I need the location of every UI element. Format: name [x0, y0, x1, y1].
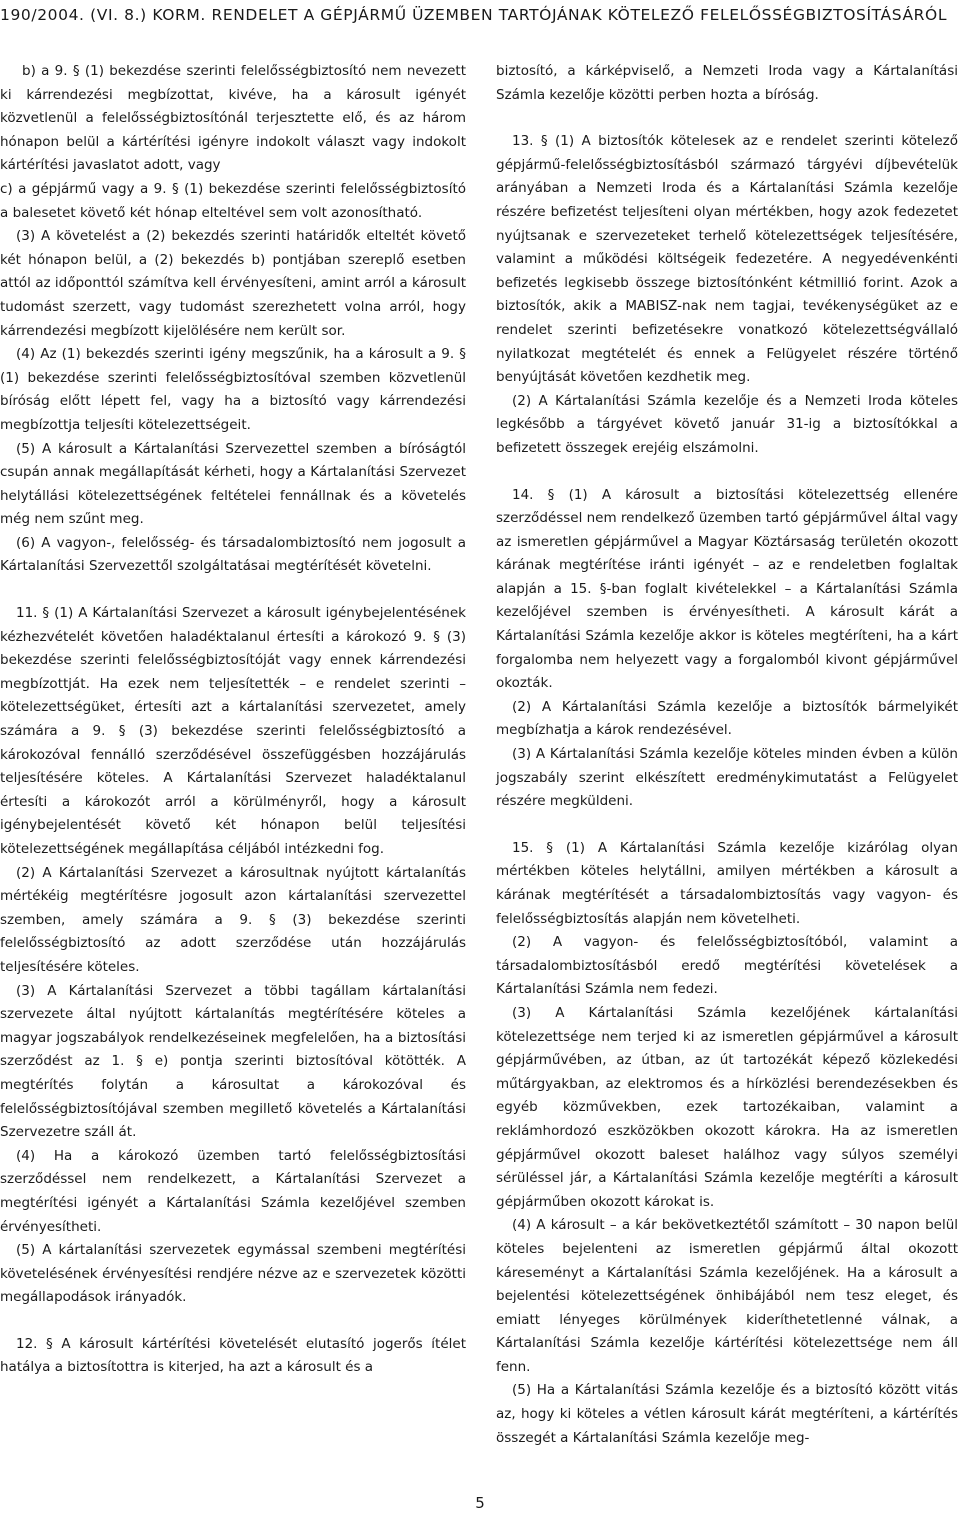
section-11-1: 11. § (1) A Kártalanítási Szervezet a károsult igénybejelentésének kézhezvételét követően haladéktalanul értesíti a károkozó 9. § (3) bekezdése szerinti felelősségbiztosítóját vagy ennek kárrendezési megbízottját. Ha ezek nem teljesítették – e rendelet szerinti – kötelezettségüket, értesíti azt a kártalanítási szervezetet, amely számára a 9. § (3) bekezdése szerinti felelősségbiztosító a károkozóval fennálló szerződésével összefüggésben hozzájárulás teljesítésére köteles. A Kártalanítási Szervezet haladéktalanul értesíti a károkozót arról a körülményről, hogy a károsult igénybejelentését követő két hónapon belül teljesítési kötelezettségének megállapítása céljából intézkedni fog. — [0, 605, 466, 857]
paragraph-10-4: (4) Az (1) bekezdés szerinti igény megszűnik, ha a károsult a 9. § (1) bekezdése szerinti felelősségbiztosítóval szemben közvetlenül bíróság előtt lépett fel, vagy ha a biztosító vagy kárrendezési megbízottja teljesíti kötelezettségeit. — [0, 346, 466, 433]
right-column — [496, 60, 958, 1450]
section-15-1: 15. § (1) A Kártalanítási Számla kezelője kizárólag olyan mértékben köteles helytállni, amilyen mértékben a károsult a kárának megtérítését a társadalombiztosítás vagy vagyon- és felelősségbiztosítás alapján nem követelheti. — [496, 839, 958, 927]
paragraph-10-6: (6) A vagyon-, felelősség- és társadalombiztosító nem jogosult a Kártalanítási Szervezettől szolgáltatásai megtérítését követelni. — [0, 534, 466, 575]
paragraph-10-5: (5) A károsult a Kártalanítási Szervezettel szemben a bíróságtól csupán annak megállapítását kérheti, hogy a Kártalanítási Szervezet helytállási kötelezettségének feltételei fennállnak és a követelés még nem szűnt meg. — [0, 440, 466, 528]
running-header: 190/2004. (VI. 8.) KORM. RENDELET A GÉPJÁRMŰ ÜZEMBEN TARTÓJÁNAK KÖTELEZŐ FELELŐSSÉGBIZTOSÍTÁSÁRÓL — [0, 6, 948, 24]
section-13-2: (2) A Kártalanítási Számla kezelője és a Nemzeti Iroda köteles legkésőbb a tárgyévet követő január 31-ig a biztosítókkal a befizetett összegek erejéig elszámolni. — [496, 392, 958, 456]
section-11-3: (3) A Kártalanítási Szervezet a többi tagállam kártalanítási szervezete által nyújtott kártalanítás megtérítésére köteles a magyar jogszabályok rendelkezéseinek megfelelően, ha a biztosítási szerződést az 1. § e) pontja szerinti biztosítóval kötötték. A megtérítés folytán a károsultat a károkozóval és felelősségbiztosítójával szemben megillető követelés a Kártalanítási Szervezetre száll át. — [0, 982, 466, 1141]
section-15-3: (3) A Kártalanítási Számla kezelőjének kártalanítási kötelezettsége nem terjed ki az ismeretlen gépjárművel a károsult gépjárművében, az útban, az út tartozékát képező közlekedési műtárgyakban, az elektromos és a hírközlési berendezésekben és egyéb közművekben, ezek tartozékaiban, valamint a reklámhordozó eszközökben okozott károkra. Ha az ismeretlen gépjárművel okozott baleset halálhoz vagy súlyos személyi sérüléssel jár, a Kártalanítási Számla kezelője megtéríti a károsult gépjárműben okozott károkat is. — [496, 1004, 958, 1210]
paragraph-c: c) a gépjármű vagy a 9. § (1) bekezdése szerinti felelősségbiztosító a balesetet követő két hónap elteltével sem volt azonosítható. — [0, 180, 466, 221]
section-11-4: (4) Ha a károkozó üzemben tartó felelősségbiztosítási szerződéssel nem rendelkezett, a Kártalanítási Szervezet a megtérítési igényét a Kártalanítási Számla kezelőjével szemben érvényesítheti. — [0, 1147, 466, 1235]
section-11-5: (5) A kártalanítási szervezetek egymással szembeni megtérítési követelésének érvényesítési rendjére nézve az e szervezetek közötti megállapodások irányadók. — [0, 1242, 466, 1306]
section-12: 12. § A károsult kártérítési követelését elutasító jogerős ítélet hatálya a biztosítottra is kiterjed, ha azt a károsult és a — [0, 1335, 466, 1376]
section-11-2: (2) A Kártalanítási Szervezet a károsultnak nyújtott kártalanítás mértékéig megtérítésre jogosult azon kártalanítási szervezettel szemben, amely számára a 9. § (3) bekezdése szerinti felelősségbiztosító az adott szerződése után hozzájárulás teljesítésére köteles. — [0, 864, 466, 975]
section-14-2: (2) A Kártalanítási Számla kezelője a biztosítók bármelyikét megbízhatja a károk rendezésével. — [496, 698, 958, 739]
section-14-1: 14. § (1) A károsult a biztosítási kötelezettség ellenére szerződéssel nem rendelkező üzemben tartó gépjárművel által vagy az ismeretlen gépjárművel a Magyar Köztársaság területén okozott kárának megtérítése iránti igényét – az e rendeletben foglaltak alapján a 15. §-ban foglalt kivételekkel – a Kártalanítási Számla kezelőjével szemben is érvényesítheti. A károsult kárát a Kártalanítási Számla kezelője akkor is köteles megtéríteni, ha a kárt forgalomba nem helyezett vagy a forgalomból kivont gépjárművel okozták. — [496, 486, 958, 692]
section-13-1: 13. § (1) A biztosítók kötelesek az e rendelet szerinti kötelező gépjármű-felelősségbiztosításból származó tárgyévi díjbevételük arányában a Nemzeti Iroda és a Kártalanítási Számla kezelője részére befizetést teljesíteni olyan mértékben, hogy azok fedezetet nyújtsanak e szervezeteket terhelő kötelezettségek teljesítésére, valamint a működési költségeik fedezetére. A negyedévenkénti befizetés legkisebb összege biztosítónként kétmillió forint. Azok a biztosítók, akik a MABISZ-nak nem tagjai, tevékenységüket az e rendelet szerinti befizetésekre vonatkozó kötelezettségvállaló nyilatkozat megtételét és ennek a Felügyelet részére történő benyújtását követően kezdhetik meg. — [496, 133, 958, 386]
section-12-continued: biztosító, a kárképviselő, a Nemzeti Iroda vagy a Kártalanítási Számla kezelője közötti perben hozta a bíróság. — [496, 63, 958, 103]
section-15-2: (2) A vagyon- és felelősségbiztosítóból, valamint a társadalombiztosításból eredő megtérítési követelések a Kártalanítási Számla nem fedezi. — [496, 934, 958, 998]
section-15-5: (5) Ha a Kártalanítási Számla kezelője és a biztosító között vitás az, hogy ki köteles a vétlen károsult kárát megtéríteni, a kártérítés összegét a Kártalanítási Számla kezelője meg- — [496, 1382, 958, 1446]
paragraph-10-3: (3) A követelést a (2) bekezdés szerinti határidők elteltét követő két hónapon belül, a (2) bekezdés b) pontjában szereplő esetben attól az időponttól számítva kell érvényesíteni, amint arról a károsult tudomást szerzett, vagy tudomást szerezhetett volna arról, hogy kárrendezési megbízott kijelölésére nem került sor. — [0, 228, 466, 339]
left-column — [0, 60, 466, 1380]
section-14-3: (3) A Kártalanítási Számla kezelője köteles minden évben a külön jogszabály szerint elkészített eredménykimutatást a Felügyelet részére megküldeni. — [496, 746, 958, 810]
paragraph-b: b) a 9. § (1) bekezdése szerinti felelősségbiztosító nem nevezett ki kárrendezési megbízottat, kivéve, ha a károsult igényét közvetlenül a felelősségbiztosítónál terjesztette elő, és az három hónapon belül a kártérítési igényre indokolt választ vagy indokolt kártérítési javaslatot adott, vagy — [0, 63, 466, 174]
section-15-4: (4) A károsult – a kár bekövetkeztétől számított – 30 napon belül köteles bejelenteni az ismeretlen gépjármű által okozott káreseményt a Kártalanítási Számla kezelőjének. Ha a károsult a bejelentési kötelezettségének önhibájából nem tesz eleget, és emiatt lényeges körülmények kideríthetetlenné válnak, a Kártalanítási Számla kezelője kártérítési kötelezettsége nem áll fenn. — [496, 1217, 958, 1375]
page-number: 5 — [475, 1494, 485, 1512]
